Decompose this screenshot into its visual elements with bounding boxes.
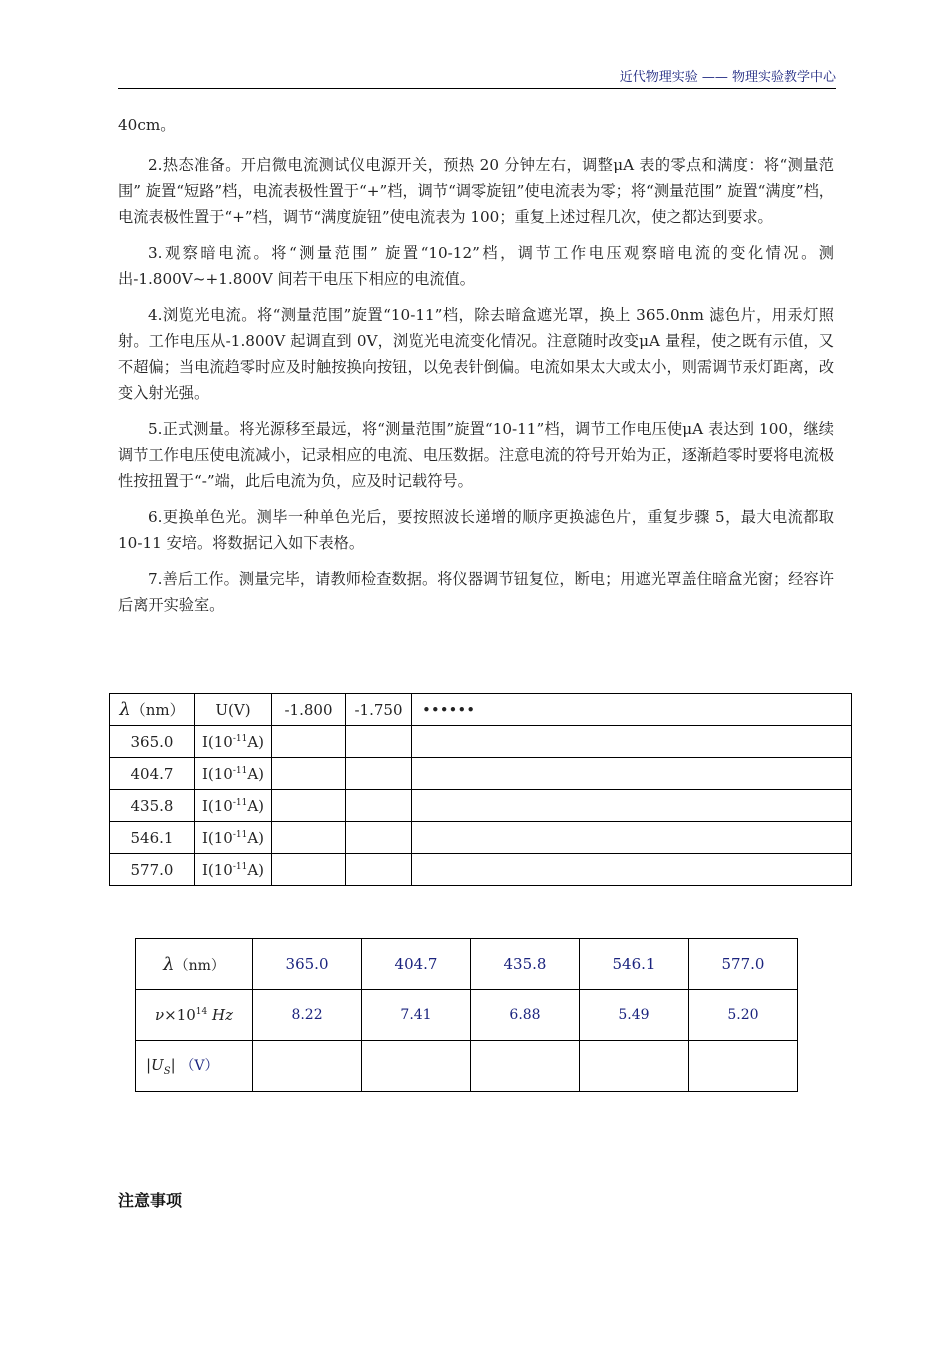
current-label-exponent: -11: [232, 765, 248, 776]
lambda-symbol: λ: [119, 699, 131, 720]
empty-cell: [412, 854, 852, 886]
current-label-cell: [195, 790, 272, 822]
empty-cell: [362, 1041, 471, 1092]
current-label-suffix: A): [247, 732, 265, 751]
current-label-suffix: A): [247, 860, 265, 879]
current-label-suffix: A): [247, 828, 265, 847]
paragraph-step-3: 3.观察暗电流。将“测量范围” 旋置“10-12”档，调节工作电压观察暗电流的变化情况。测出-1.800V~+1.800V 间若干电压下相应的电流值。: [118, 244, 834, 288]
empty-cell: [412, 726, 852, 758]
table-row: [110, 854, 852, 886]
empty-cell: [253, 1041, 362, 1092]
nu-times: ×10: [164, 1006, 196, 1024]
lambda-header-cell: [136, 939, 253, 990]
current-label-prefix: I(10: [201, 860, 233, 879]
current-label-exponent: -11: [232, 733, 248, 744]
wavelength-cell: 435.8: [110, 790, 195, 822]
us-close: |: [170, 1056, 176, 1074]
nu-symbol: ν: [155, 1006, 165, 1024]
current-label-cell: [195, 854, 272, 886]
procedure-text: [118, 112, 834, 628]
wavelength-value-cell: 365.0: [253, 939, 362, 990]
paragraph-continuation: 40cm。: [118, 116, 176, 134]
current-label-exponent: -11: [232, 829, 248, 840]
stopping-voltage-header-cell: [136, 1041, 253, 1092]
empty-cell: [272, 726, 346, 758]
wavelength-value-cell: 546.1: [579, 939, 688, 990]
current-label-cell: [195, 758, 272, 790]
frequency-value-cell: 5.20: [688, 990, 797, 1041]
paragraph-step-4: 4.浏览光电流。将“测量范围”旋置“10-11”档，除去暗盒遮光罩，换上 365.0nm 滤色片，用汞灯照射。工作电压从-1.800V 起调直到 0V，浏览光电流变化情况。注意随时改变μA 量程，使之既有示值，又不超偏；当电流趋零时应及时触按换向按钮，以免表针倒偏。电流如果太大或太小，则需调节汞灯距离，改变入射光强。: [118, 306, 834, 402]
wavelength-cell: 404.7: [110, 758, 195, 790]
lambda-unit: （nm）: [130, 701, 185, 719]
table-row: [136, 990, 798, 1041]
table-row: [136, 1041, 798, 1092]
wavelength-value-cell: 577.0: [688, 939, 797, 990]
lambda-unit: （nm）: [174, 957, 225, 974]
current-label-prefix: I(10: [201, 732, 233, 751]
current-label-cell: [195, 822, 272, 854]
wavelength-cell: 577.0: [110, 854, 195, 886]
empty-cell: [412, 790, 852, 822]
empty-cell: [471, 1041, 580, 1092]
us-unit: （V）: [180, 1058, 219, 1074]
empty-cell: [346, 726, 412, 758]
current-label-exponent: -11: [232, 861, 248, 872]
current-label-prefix: I(10: [201, 796, 233, 815]
nu-unit: Hz: [212, 1006, 234, 1024]
nu-exponent: 14: [195, 1007, 208, 1017]
empty-cell: [272, 758, 346, 790]
empty-cell: [412, 822, 852, 854]
wavelength-value-cell: 435.8: [471, 939, 580, 990]
table-row: [110, 758, 852, 790]
empty-cell: [688, 1041, 797, 1092]
wavelength-cell: 365.0: [110, 726, 195, 758]
page-header: 近代物理实验 —— 物理实验教学中心: [619, 70, 836, 85]
voltage-value-cell: -1.800: [272, 694, 346, 726]
current-label-suffix: A): [247, 796, 265, 815]
wavelength-cell: 546.1: [110, 822, 195, 854]
table-row: [136, 939, 798, 990]
empty-cell: [412, 758, 852, 790]
paragraph-step-6: 6.更换单色光。测毕一种单色光后，要按照波长递增的顺序更换滤色片，重复步骤 5，最大电流都取 10-11 安培。将数据记入如下表格。: [118, 508, 834, 552]
paragraph-step-5: 5.正式测量。将光源移至最远，将“测量范围”旋置“10-11”档，调节工作电压使μA 表达到 100，继续调节工作电压使电流减小，记录相应的电流、电压数据。注意电流的符号开始为正，逐渐趋零时要将电流极性按扭置于“-”端，此后电流为负，应及时记载符号。: [118, 420, 834, 490]
table-row: [110, 822, 852, 854]
lambda-header-cell: [110, 694, 195, 726]
current-label-exponent: -11: [232, 797, 248, 808]
us-subscript: S: [163, 1066, 171, 1077]
current-label-prefix: I(10: [201, 828, 233, 847]
current-label-cell: [195, 726, 272, 758]
empty-cell: [346, 790, 412, 822]
current-label-prefix: I(10: [201, 764, 233, 783]
lambda-symbol: λ: [163, 953, 175, 975]
frequency-stopping-voltage-table: [135, 938, 798, 1092]
frequency-value-cell: 7.41: [362, 990, 471, 1041]
paragraph-step-2: 2.热态准备。开启微电流测试仪电源开关，预热 20 分钟左右，调整μA 表的零点和满度：将“测量范围” 旋置“短路”档，电流表极性置于“+”档，调节“调零旋钮”使电流表为零；将“测量范围” 旋置“满度”档，电流表极性置于“+”档，调节“满度旋钮”使电流表为 100；重复上述过程几次，使之都达到要求。: [118, 156, 834, 226]
frequency-value-cell: 6.88: [471, 990, 580, 1041]
frequency-value-cell: 5.49: [579, 990, 688, 1041]
header-rule: [118, 88, 836, 89]
current-label-suffix: A): [247, 764, 265, 783]
wavelength-value-cell: 404.7: [362, 939, 471, 990]
empty-cell: [579, 1041, 688, 1092]
table-header-row: [110, 694, 852, 726]
frequency-value-cell: 8.22: [253, 990, 362, 1041]
empty-cell: [346, 822, 412, 854]
us-label: |U: [146, 1056, 164, 1074]
empty-cell: [272, 822, 346, 854]
voltage-value-cell: -1.750: [346, 694, 412, 726]
voltage-header-cell: U(V): [195, 694, 272, 726]
empty-cell: [272, 854, 346, 886]
empty-cell: [346, 758, 412, 790]
ellipsis-cell: ••••••: [412, 694, 852, 726]
table-row: [110, 726, 852, 758]
empty-cell: [272, 790, 346, 822]
frequency-header-cell: [136, 990, 253, 1041]
empty-cell: [346, 854, 412, 886]
notes-heading: 注意事项: [118, 1191, 183, 1210]
paragraph-step-7: 7.善后工作。测量完毕，请教师检查数据。将仪器调节钮复位，断电；用遮光罩盖住暗盒光窗；经容许后离开实验室。: [118, 570, 834, 614]
current-voltage-table: [109, 693, 852, 886]
table-row: [110, 790, 852, 822]
